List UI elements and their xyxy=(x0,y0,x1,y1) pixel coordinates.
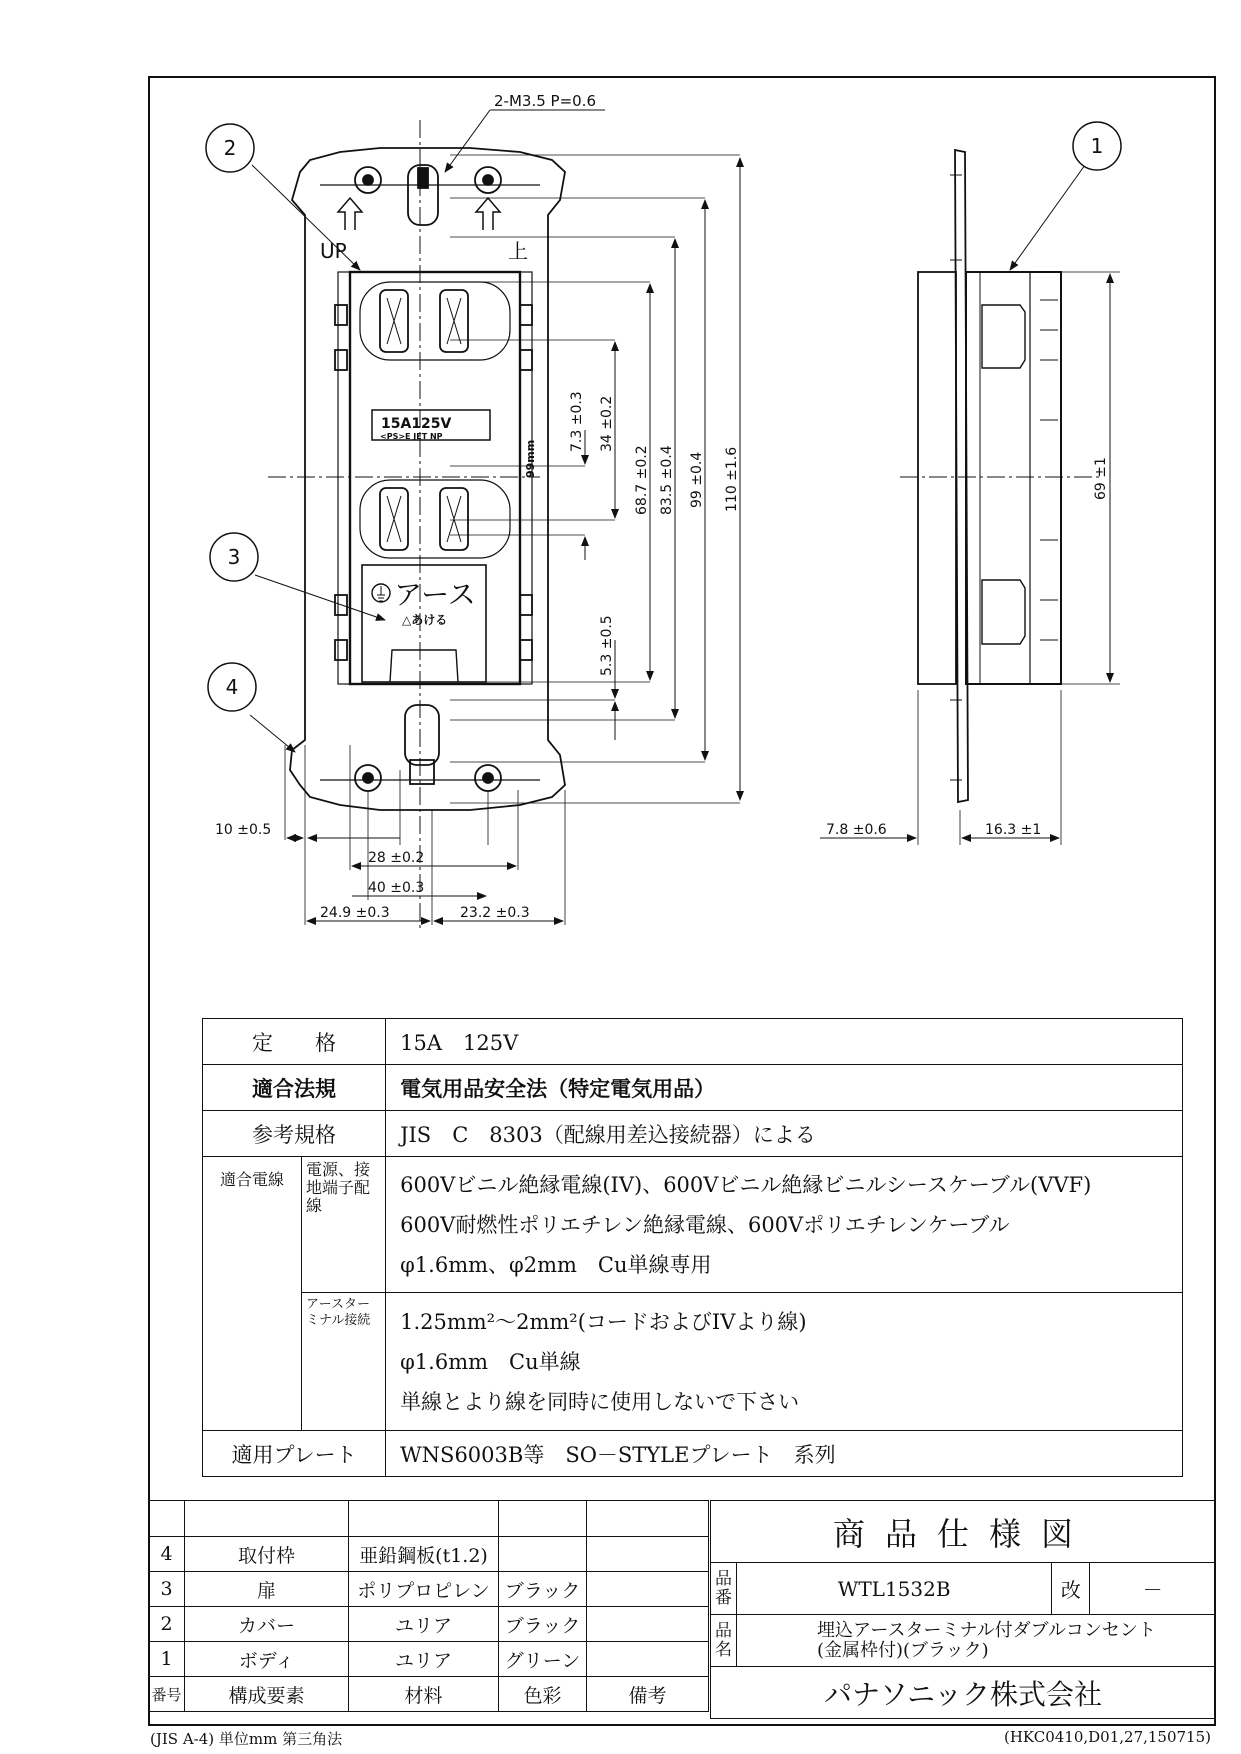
bom-header-part: 構成要素 xyxy=(185,1677,349,1712)
bom-no: 2 xyxy=(149,1607,185,1642)
screw-callout: 2-M3.5 P=0.6 xyxy=(494,92,596,110)
power-line-1: 600Vビニル絶縁電線(IV)、600Vビニル絶縁ビニルシースケーブル(VVF) xyxy=(400,1172,1092,1197)
bom-note xyxy=(587,1642,709,1677)
earth-lines xyxy=(386,1293,1183,1431)
plate-value: WNS6003B等 SO－STYLEプレート 系列 xyxy=(386,1431,1183,1477)
earth-line-3: 単線とより線を同時に使用しないで下さい xyxy=(400,1389,800,1414)
outlet-face-lower xyxy=(360,480,510,558)
law-label: 適合法規 xyxy=(203,1065,386,1111)
earth-line-2: φ1.6mm Cu単線 xyxy=(400,1349,581,1374)
balloon-4-label: 4 xyxy=(225,675,239,699)
bom-blank-row xyxy=(149,1501,709,1537)
balloon-3-label: 3 xyxy=(227,545,241,569)
bom-note xyxy=(587,1607,709,1642)
earth-line-1: 1.25mm²～2mm²(コードおよびIVより線) xyxy=(400,1309,807,1334)
bom-part: 扉 xyxy=(185,1572,349,1607)
product-name xyxy=(736,1615,1215,1667)
dim-h-1: 10 ±0.5 xyxy=(215,822,272,838)
bom-color: ブラック xyxy=(499,1572,587,1607)
dim-h-5: 23.2 ±0.3 xyxy=(460,905,530,921)
plate-label: 適用プレート xyxy=(203,1431,386,1477)
bom-header-note: 備考 xyxy=(587,1677,709,1712)
spec-table xyxy=(202,1018,1183,1477)
bom-no: 1 xyxy=(149,1642,185,1677)
bom-material: ユリア xyxy=(349,1607,499,1642)
dim-h-3: 40 ±0.3 xyxy=(368,880,425,896)
bom-table xyxy=(148,1500,709,1712)
strip-gauge: 99mm xyxy=(524,439,537,478)
bom-color: グリーン xyxy=(499,1642,587,1677)
side-dim-h-2: 16.3 ±1 xyxy=(985,822,1042,838)
side-dim-v: 69 ±1 xyxy=(1093,457,1109,500)
dim-h-4: 24.9 ±0.3 xyxy=(320,905,390,921)
bom-material: 亜鉛鋼板(t1.2) xyxy=(349,1537,499,1572)
bom-note xyxy=(587,1572,709,1607)
up-label: UP xyxy=(320,239,347,263)
dim-v-5: 99 ±0.4 xyxy=(689,451,705,508)
dim-v-1: 7.3 ±0.3 xyxy=(569,391,585,452)
footer-left: (JIS A-4) 単位mm 第三角法 xyxy=(150,1730,343,1748)
wire-label: 適合電線 xyxy=(203,1157,302,1431)
company-name: パナソニック株式会社 xyxy=(711,1667,1216,1719)
side-dim-h-1: 7.8 ±0.6 xyxy=(826,822,887,838)
bom-row xyxy=(149,1642,709,1677)
power-line-2: 600V耐燃性ポリエチレン絶縁電線、600Vポリエチレンケーブル xyxy=(400,1212,1010,1237)
bom-part: 取付枠 xyxy=(185,1537,349,1572)
dim-v-6: 110 ±1.6 xyxy=(724,446,740,512)
rating-value: 15A 125V xyxy=(386,1019,1183,1065)
dim-h-2: 28 ±0.2 xyxy=(368,850,425,866)
title-block xyxy=(710,1500,1216,1719)
open-label: △あける xyxy=(402,613,448,627)
mark-stamp: <PS>E JET NP xyxy=(380,432,443,441)
balloon-2-label: 2 xyxy=(223,136,237,160)
bom-header-no: 番号 xyxy=(149,1677,185,1712)
std-value: JIS C 8303（配線用差込接続器）による xyxy=(386,1111,1183,1157)
drawing-title: 商品仕様図 xyxy=(711,1501,1216,1563)
bom-no: 3 xyxy=(149,1572,185,1607)
bom-note xyxy=(587,1537,709,1572)
dim-v-4: 83.5 ±0.4 xyxy=(659,445,675,515)
bom-material: ポリプロピレン xyxy=(349,1572,499,1607)
rating-label: 定 格 xyxy=(203,1019,386,1065)
bom-material: ユリア xyxy=(349,1642,499,1677)
bom-header-color: 色彩 xyxy=(499,1677,587,1712)
law-value: 電気用品安全法（特定電気用品） xyxy=(386,1065,1183,1111)
dim-v-7: 5.3 ±0.5 xyxy=(599,615,615,676)
side-view xyxy=(820,150,1120,845)
name-label: 品名 xyxy=(711,1615,737,1667)
part-no: WTL1532B xyxy=(736,1563,1051,1615)
bom-part: カバー xyxy=(185,1607,349,1642)
bom-row xyxy=(149,1572,709,1607)
power-line-3: φ1.6mm、φ2mm Cu単線専用 xyxy=(400,1252,712,1277)
std-label: 参考規格 xyxy=(203,1111,386,1157)
bom-no: 4 xyxy=(149,1537,185,1572)
rating-stamp: 15A125V xyxy=(381,416,452,432)
bom-header-row xyxy=(149,1677,709,1712)
dim-v-2: 34 ±0.2 xyxy=(599,395,615,452)
bom-header-material: 材料 xyxy=(349,1677,499,1712)
footer-right: (HKC0410,D01,27,150715) xyxy=(1003,1728,1211,1746)
power-lines xyxy=(386,1157,1183,1293)
outlet-face-upper xyxy=(360,282,510,360)
earth-terminal-label: アースターミナル接続 xyxy=(302,1293,386,1431)
power-label: 電源、接地端子配線 xyxy=(302,1157,386,1293)
front-view xyxy=(250,110,740,930)
rev-value: － xyxy=(1090,1563,1216,1615)
earth-label: アース xyxy=(394,578,476,611)
rev-label: 改 xyxy=(1052,1563,1090,1615)
part-no-label: 品番 xyxy=(711,1563,737,1615)
bom-part: ボディ xyxy=(185,1642,349,1677)
product-name-line-2: (金属枠付)(ブラック) xyxy=(816,1639,989,1661)
up-label-jp: 上 xyxy=(508,239,528,263)
product-name-line-1: 埋込アースターミナル付ダブルコンセント xyxy=(816,1619,1156,1641)
bom-row xyxy=(149,1537,709,1572)
dim-v-3: 68.7 ±0.2 xyxy=(634,445,650,515)
balloon-1-label: 1 xyxy=(1090,134,1104,158)
bom-color xyxy=(499,1537,587,1572)
bom-row xyxy=(149,1607,709,1642)
bom-color: ブラック xyxy=(499,1607,587,1642)
